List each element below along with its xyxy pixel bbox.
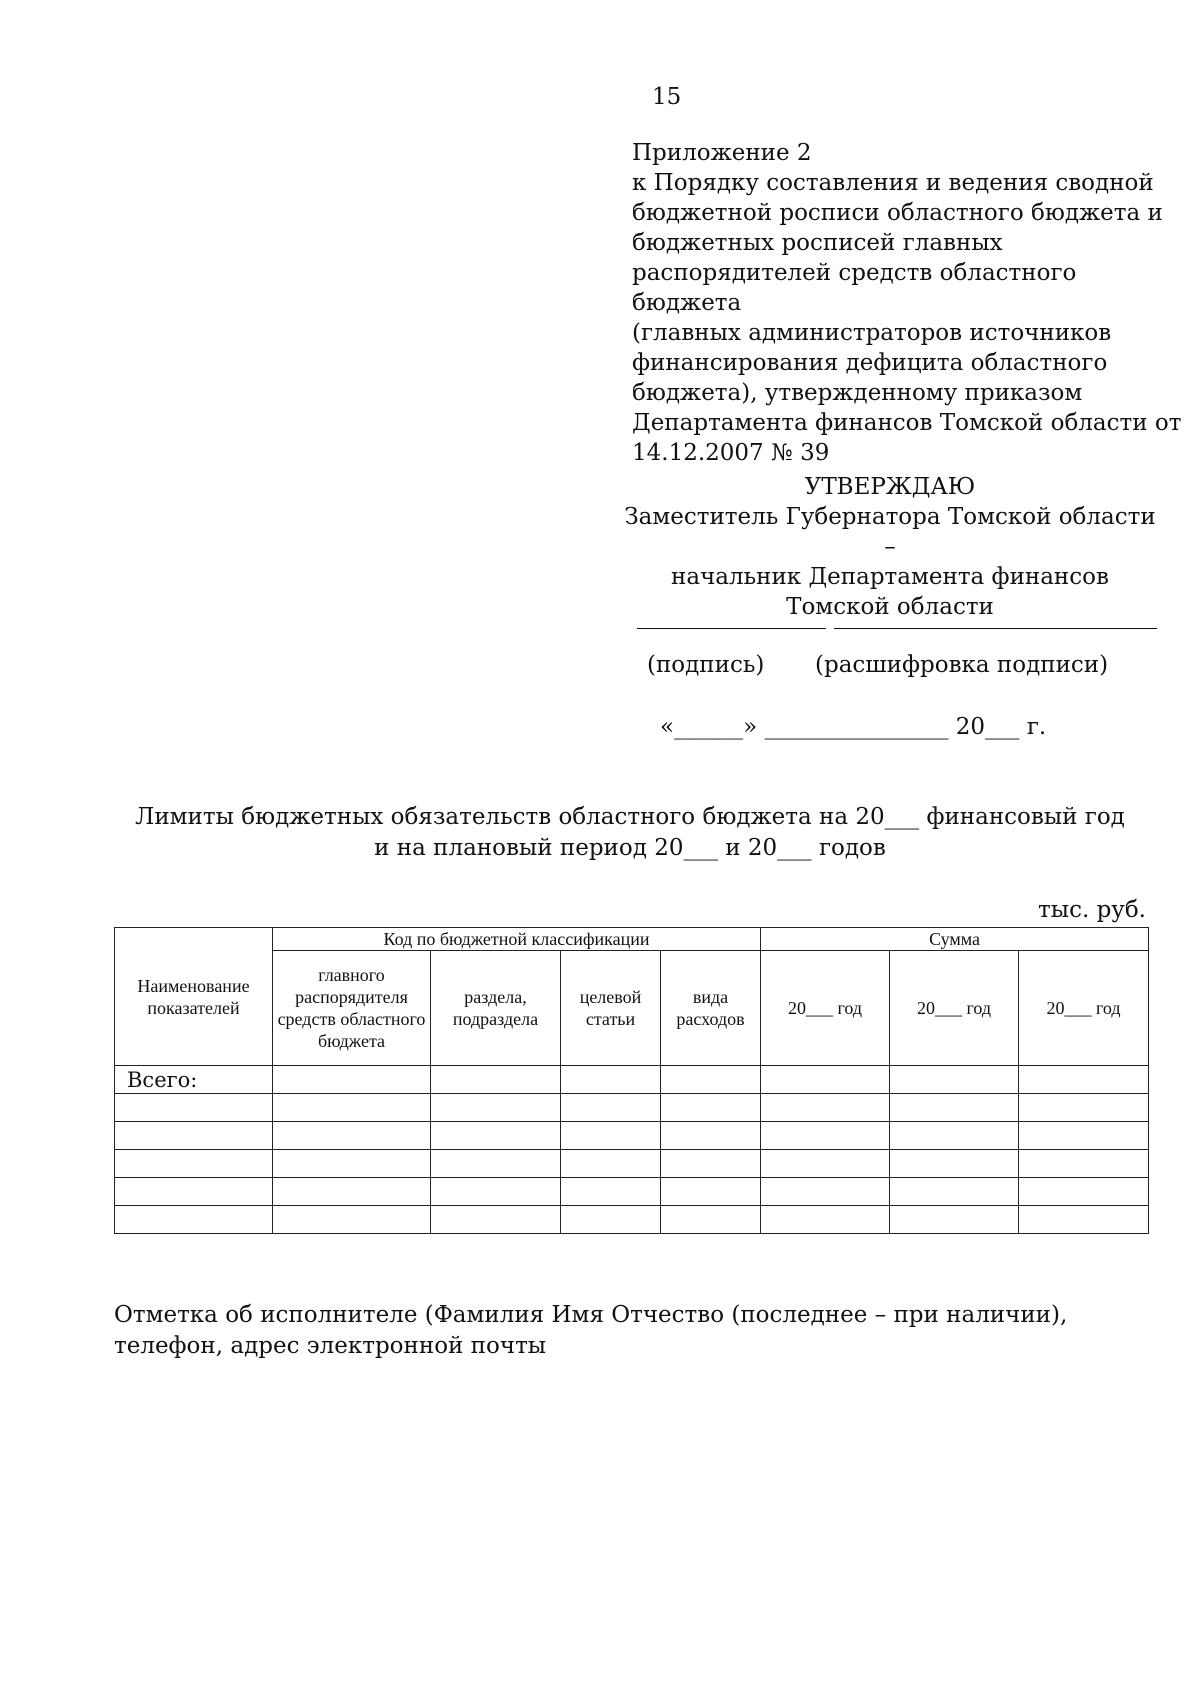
table-cell	[1019, 1206, 1149, 1234]
table-cell	[115, 1122, 273, 1150]
table-cell	[115, 1150, 273, 1178]
table-cell	[561, 1066, 661, 1094]
signature-decoding-line	[834, 628, 1157, 629]
table-cell	[890, 1206, 1019, 1234]
signature-lines	[637, 628, 1157, 630]
header-section: раздела, подраздела	[431, 951, 561, 1066]
document-title-line-2: и на плановый период 20___ и 20___ годов	[374, 835, 886, 861]
document-title	[100, 802, 1160, 864]
table-cell	[273, 1094, 431, 1122]
header-year-1: 20___ год	[761, 951, 890, 1066]
table-cell	[661, 1122, 761, 1150]
table-cell	[661, 1206, 761, 1234]
table-cell	[661, 1066, 761, 1094]
table-cell	[273, 1122, 431, 1150]
table-cell	[1019, 1066, 1149, 1094]
header-indicator-name: Наименование показателей	[115, 928, 273, 1066]
table-row	[115, 1094, 1149, 1122]
table-cell	[890, 1122, 1019, 1150]
header-year-3: 20___ год	[1019, 951, 1149, 1066]
table-cell	[890, 1066, 1019, 1094]
table-cell	[561, 1178, 661, 1206]
page-number: 15	[652, 84, 682, 110]
header-sum-group: Сумма	[761, 928, 1149, 951]
approval-date-line: «______» ________________ 20___ г.	[660, 714, 1047, 740]
signature-label: (подпись)	[647, 652, 765, 678]
approval-position-line-3: Томской области	[786, 594, 994, 620]
table-cell	[273, 1178, 431, 1206]
table-cell	[561, 1122, 661, 1150]
table-cell	[561, 1206, 661, 1234]
table-cell	[890, 1178, 1019, 1206]
header-year-2: 20___ год	[890, 951, 1019, 1066]
header-budget-code-group: Код по бюджетной классификации	[273, 928, 761, 951]
limits-table	[114, 927, 1149, 1234]
table-cell	[890, 1094, 1019, 1122]
table-cell	[890, 1150, 1019, 1178]
table-cell	[115, 1094, 273, 1122]
table-row	[115, 1178, 1149, 1206]
table-cell	[1019, 1178, 1149, 1206]
table-cell	[1019, 1150, 1149, 1178]
table-cell	[431, 1178, 561, 1206]
table-cell: Всего:	[115, 1066, 273, 1094]
table-header-row	[115, 928, 1149, 951]
table-cell	[431, 1206, 561, 1234]
units-label: тыс. руб.	[1038, 897, 1146, 923]
table-cell	[431, 1094, 561, 1122]
executor-note: Отметка об исполнителе (Фамилия Имя Отчество (последнее – при наличии), телефон, адрес электронной почты	[114, 1302, 1068, 1359]
table-row	[115, 1150, 1149, 1178]
table-cell	[1019, 1094, 1149, 1122]
approval-position-line-1: Заместитель Губернатора Томской области –	[624, 504, 1156, 560]
table-cell	[661, 1094, 761, 1122]
table-cell	[761, 1122, 890, 1150]
header-main-manager: главного распорядителя средств областного бюджета	[273, 951, 431, 1066]
appendix-reference: Приложение 2 к Порядку составления и ведения сводной бюджетной росписи областного бюджета и бюджетных росписей главных распорядителей средств областного бюджета (главных администраторов источников финансирования дефицита областного бюджета), утвержденному приказом Департамента финансов Томской области от 14.12.2007 № 39	[632, 140, 1182, 466]
approval-block	[620, 472, 1160, 622]
table-cell	[431, 1122, 561, 1150]
table-cell	[273, 1206, 431, 1234]
table-cell	[561, 1094, 661, 1122]
table-cell	[115, 1206, 273, 1234]
table-cell	[661, 1178, 761, 1206]
table-cell	[431, 1066, 561, 1094]
document-title-line-1: Лимиты бюджетных обязательств областного бюджета на 20___ финансовый год	[135, 804, 1125, 830]
table-cell	[561, 1150, 661, 1178]
table-cell	[761, 1066, 890, 1094]
table-row	[115, 1206, 1149, 1234]
table-cell	[761, 1150, 890, 1178]
table-cell	[761, 1094, 890, 1122]
table-cell	[115, 1178, 273, 1206]
table-cell	[1019, 1122, 1149, 1150]
table-cell	[761, 1178, 890, 1206]
approval-position-line-2: начальник Департамента финансов	[671, 564, 1109, 590]
table-cell	[661, 1150, 761, 1178]
table-cell	[273, 1066, 431, 1094]
signature-decoding-label: (расшифровка подписи)	[815, 652, 1109, 678]
table-cell	[761, 1206, 890, 1234]
header-target-article: целевой статьи	[561, 951, 661, 1066]
approval-header: УТВЕРЖДАЮ	[804, 474, 976, 500]
table-cell	[273, 1150, 431, 1178]
table-row	[115, 1066, 1149, 1094]
table-row	[115, 1122, 1149, 1150]
header-expense-type: вида расходов	[661, 951, 761, 1066]
signature-line	[637, 628, 826, 629]
table-cell	[431, 1150, 561, 1178]
